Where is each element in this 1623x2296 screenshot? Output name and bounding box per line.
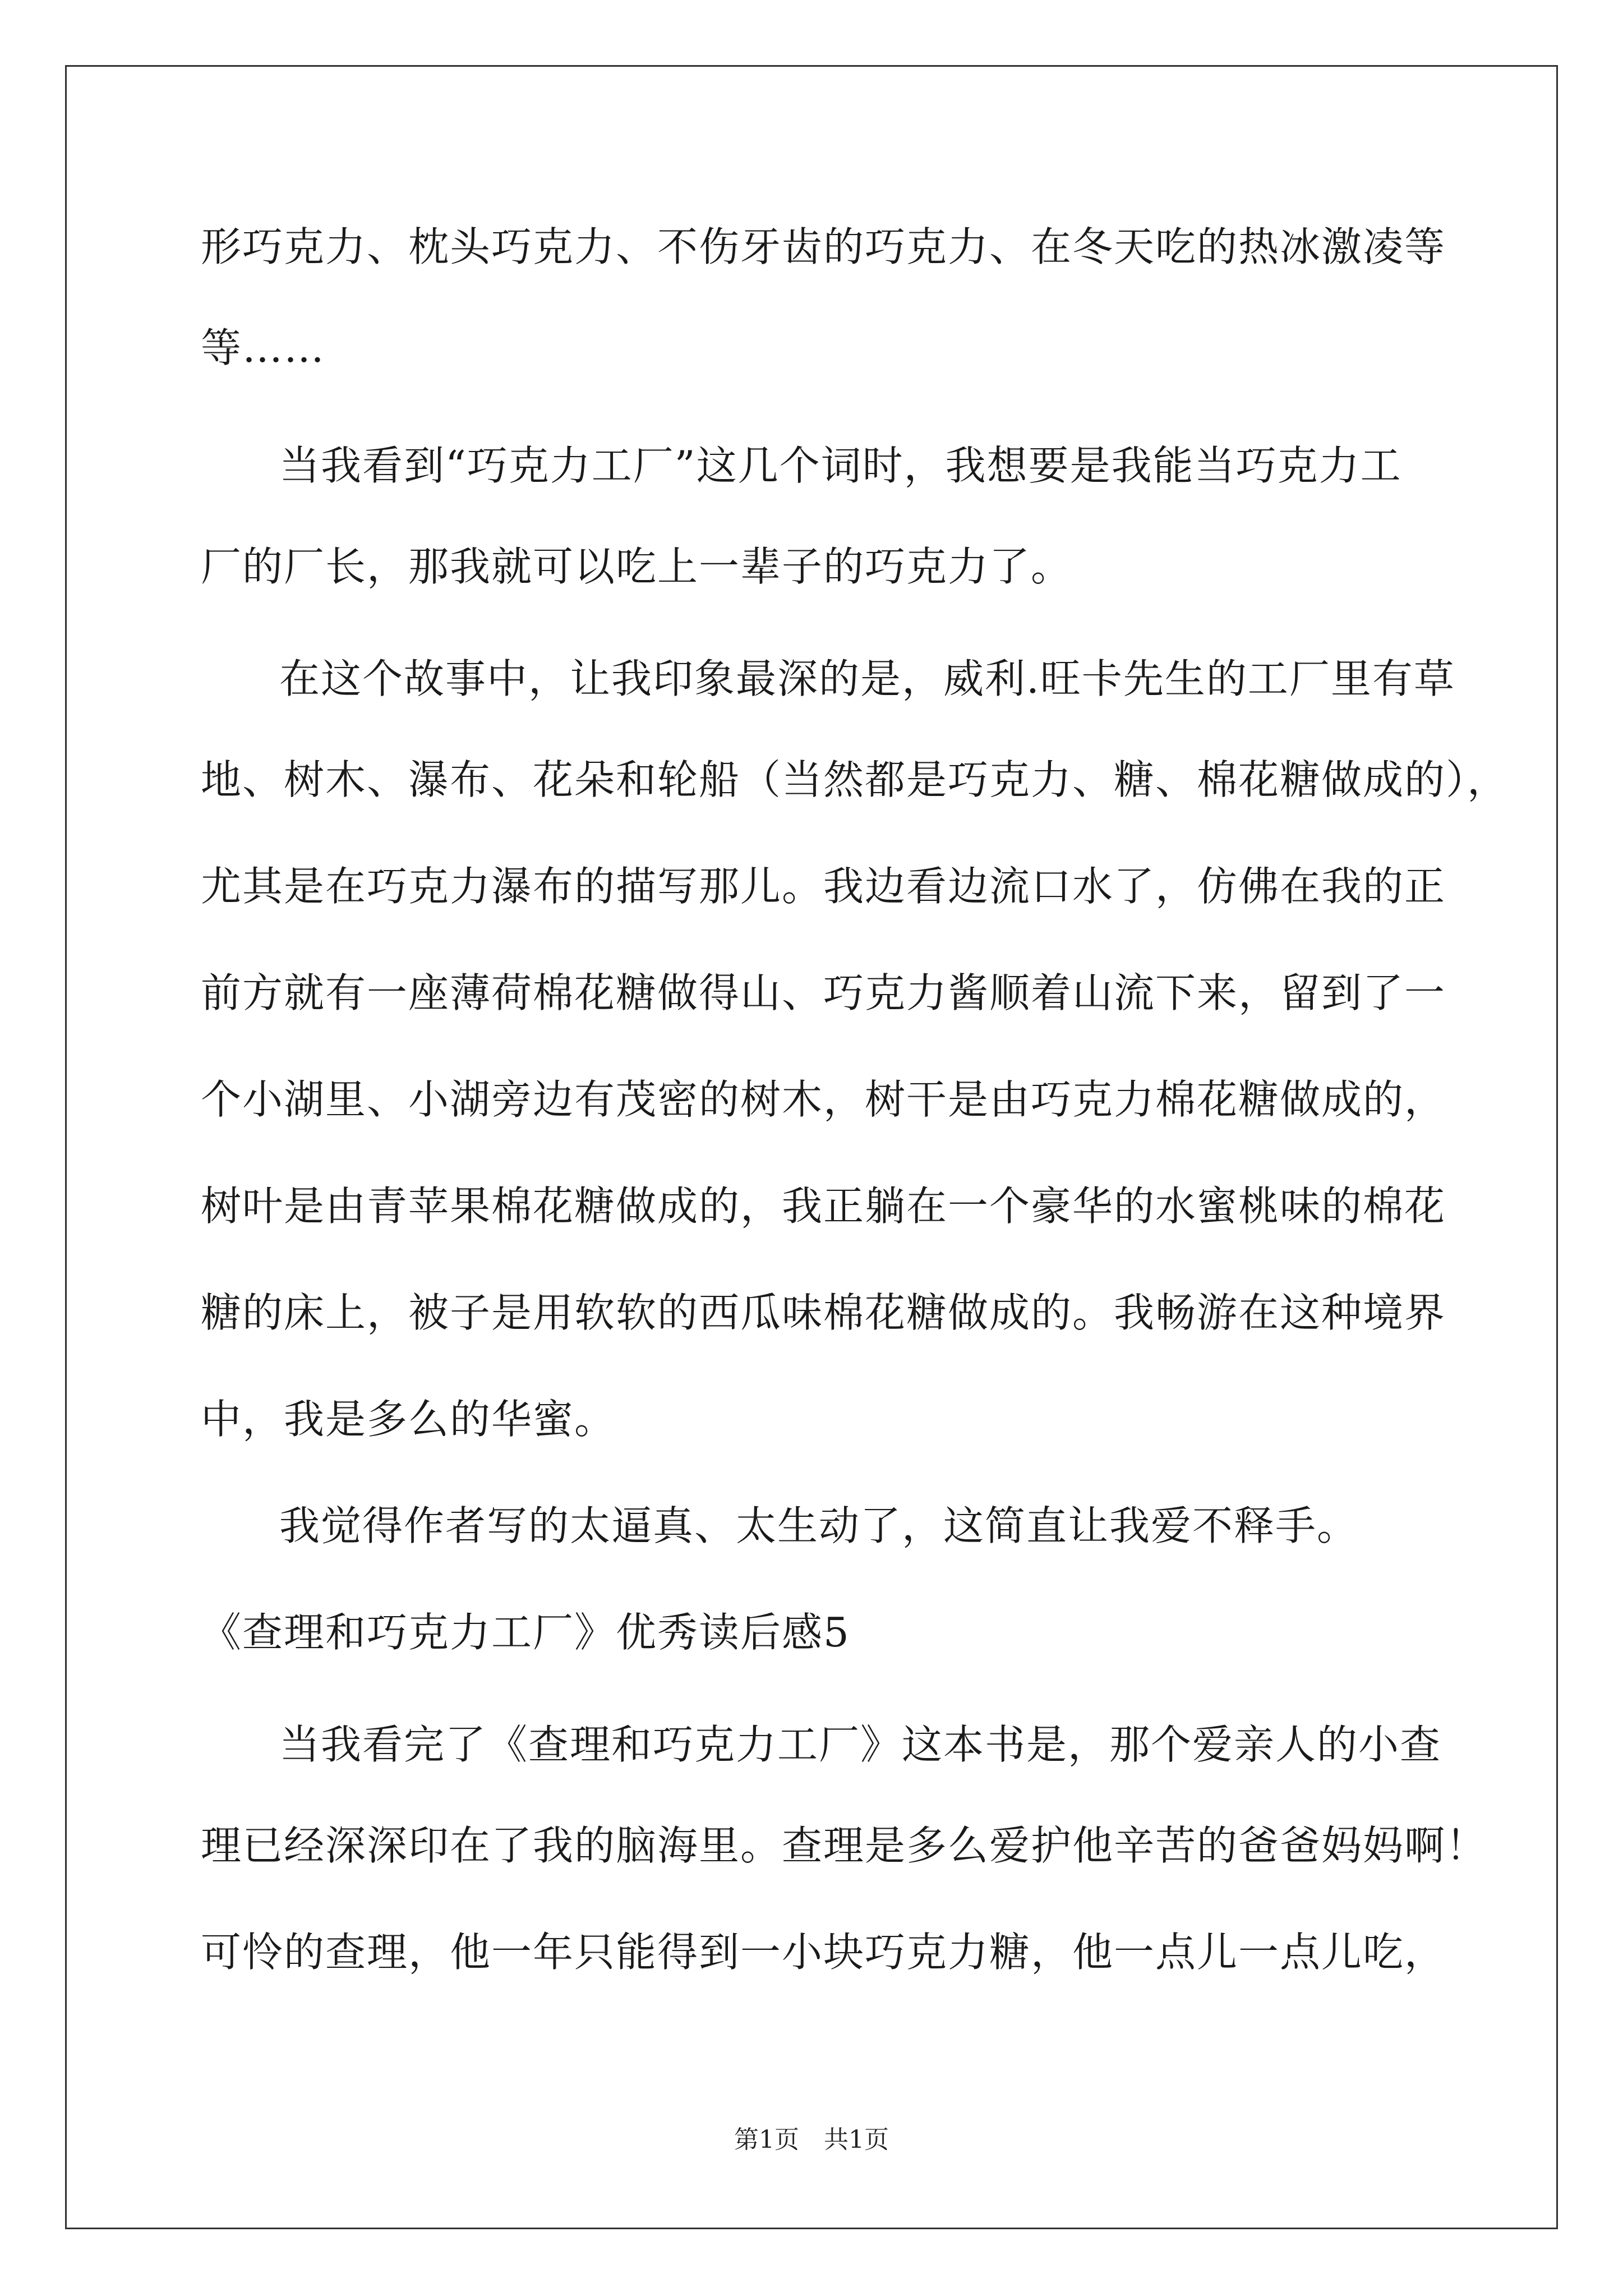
body-line-6: 地、树木、瀑布、花朵和轮船（当然都是巧克力、糖、棉花糖做成的）， (201, 756, 1509, 803)
body-line-11: 糖的床上，被子是用软软的西瓜味棉花糖做成的。我畅游在这种境界 (201, 1289, 1446, 1336)
body-line-4: 厂的厂长，那我就可以吃上一辈子的巧克力了。 (201, 543, 1073, 590)
body-line-2: 等…… (201, 324, 326, 371)
paragraph-start-line: 在这个故事中，让我印象最深的是，威利.旺卡先生的工厂里有草 (279, 655, 1455, 702)
paragraph-start-line: 当我看完了《查理和巧克力工厂》这本书是，那个爱亲人的小查 (279, 1721, 1442, 1768)
section-heading: 《查理和巧克力工厂》优秀读后感5 (201, 1609, 850, 1656)
paragraph-start-line: 我觉得作者写的太逼真、太生动了，这简直让我爱不释手。 (279, 1502, 1359, 1549)
paragraph-start-line: 当我看到“巧克力工厂”这几个词时，我想要是我能当巧克力工 (279, 442, 1402, 489)
body-line-10: 树叶是由青苹果棉花糖做成的，我正躺在一个豪华的水蜜桃味的棉花 (201, 1182, 1446, 1230)
body-line-8: 前方就有一座薄荷棉花糖做得山、巧克力酱顺着山流下来，留到了一 (201, 969, 1446, 1016)
body-line-7: 尤其是在巧克力瀑布的描写那儿。我边看边流口水了，仿佛在我的正 (201, 863, 1446, 910)
body-line-9: 个小湖里、小湖旁边有茂密的树木，树干是由巧克力棉花糖做成的， (201, 1076, 1446, 1123)
body-line-12: 中，我是多么的华蜜。 (201, 1396, 616, 1443)
page-number-footer: 第1页 共1页 (734, 2125, 889, 2154)
body-line-16: 理已经深深印在了我的脑海里。查理是多么爱护他辛苦的爸爸妈妈啊！ (201, 1822, 1488, 1869)
body-line-1: 形巧克力、枕头巧克力、不伤牙齿的巧克力、在冬天吃的热冰激凌等 (201, 223, 1446, 270)
body-line-17: 可怜的查理，他一年只能得到一小块巧克力糖，他一点儿一点儿吃， (201, 1929, 1446, 1976)
page-border (65, 65, 1558, 2229)
